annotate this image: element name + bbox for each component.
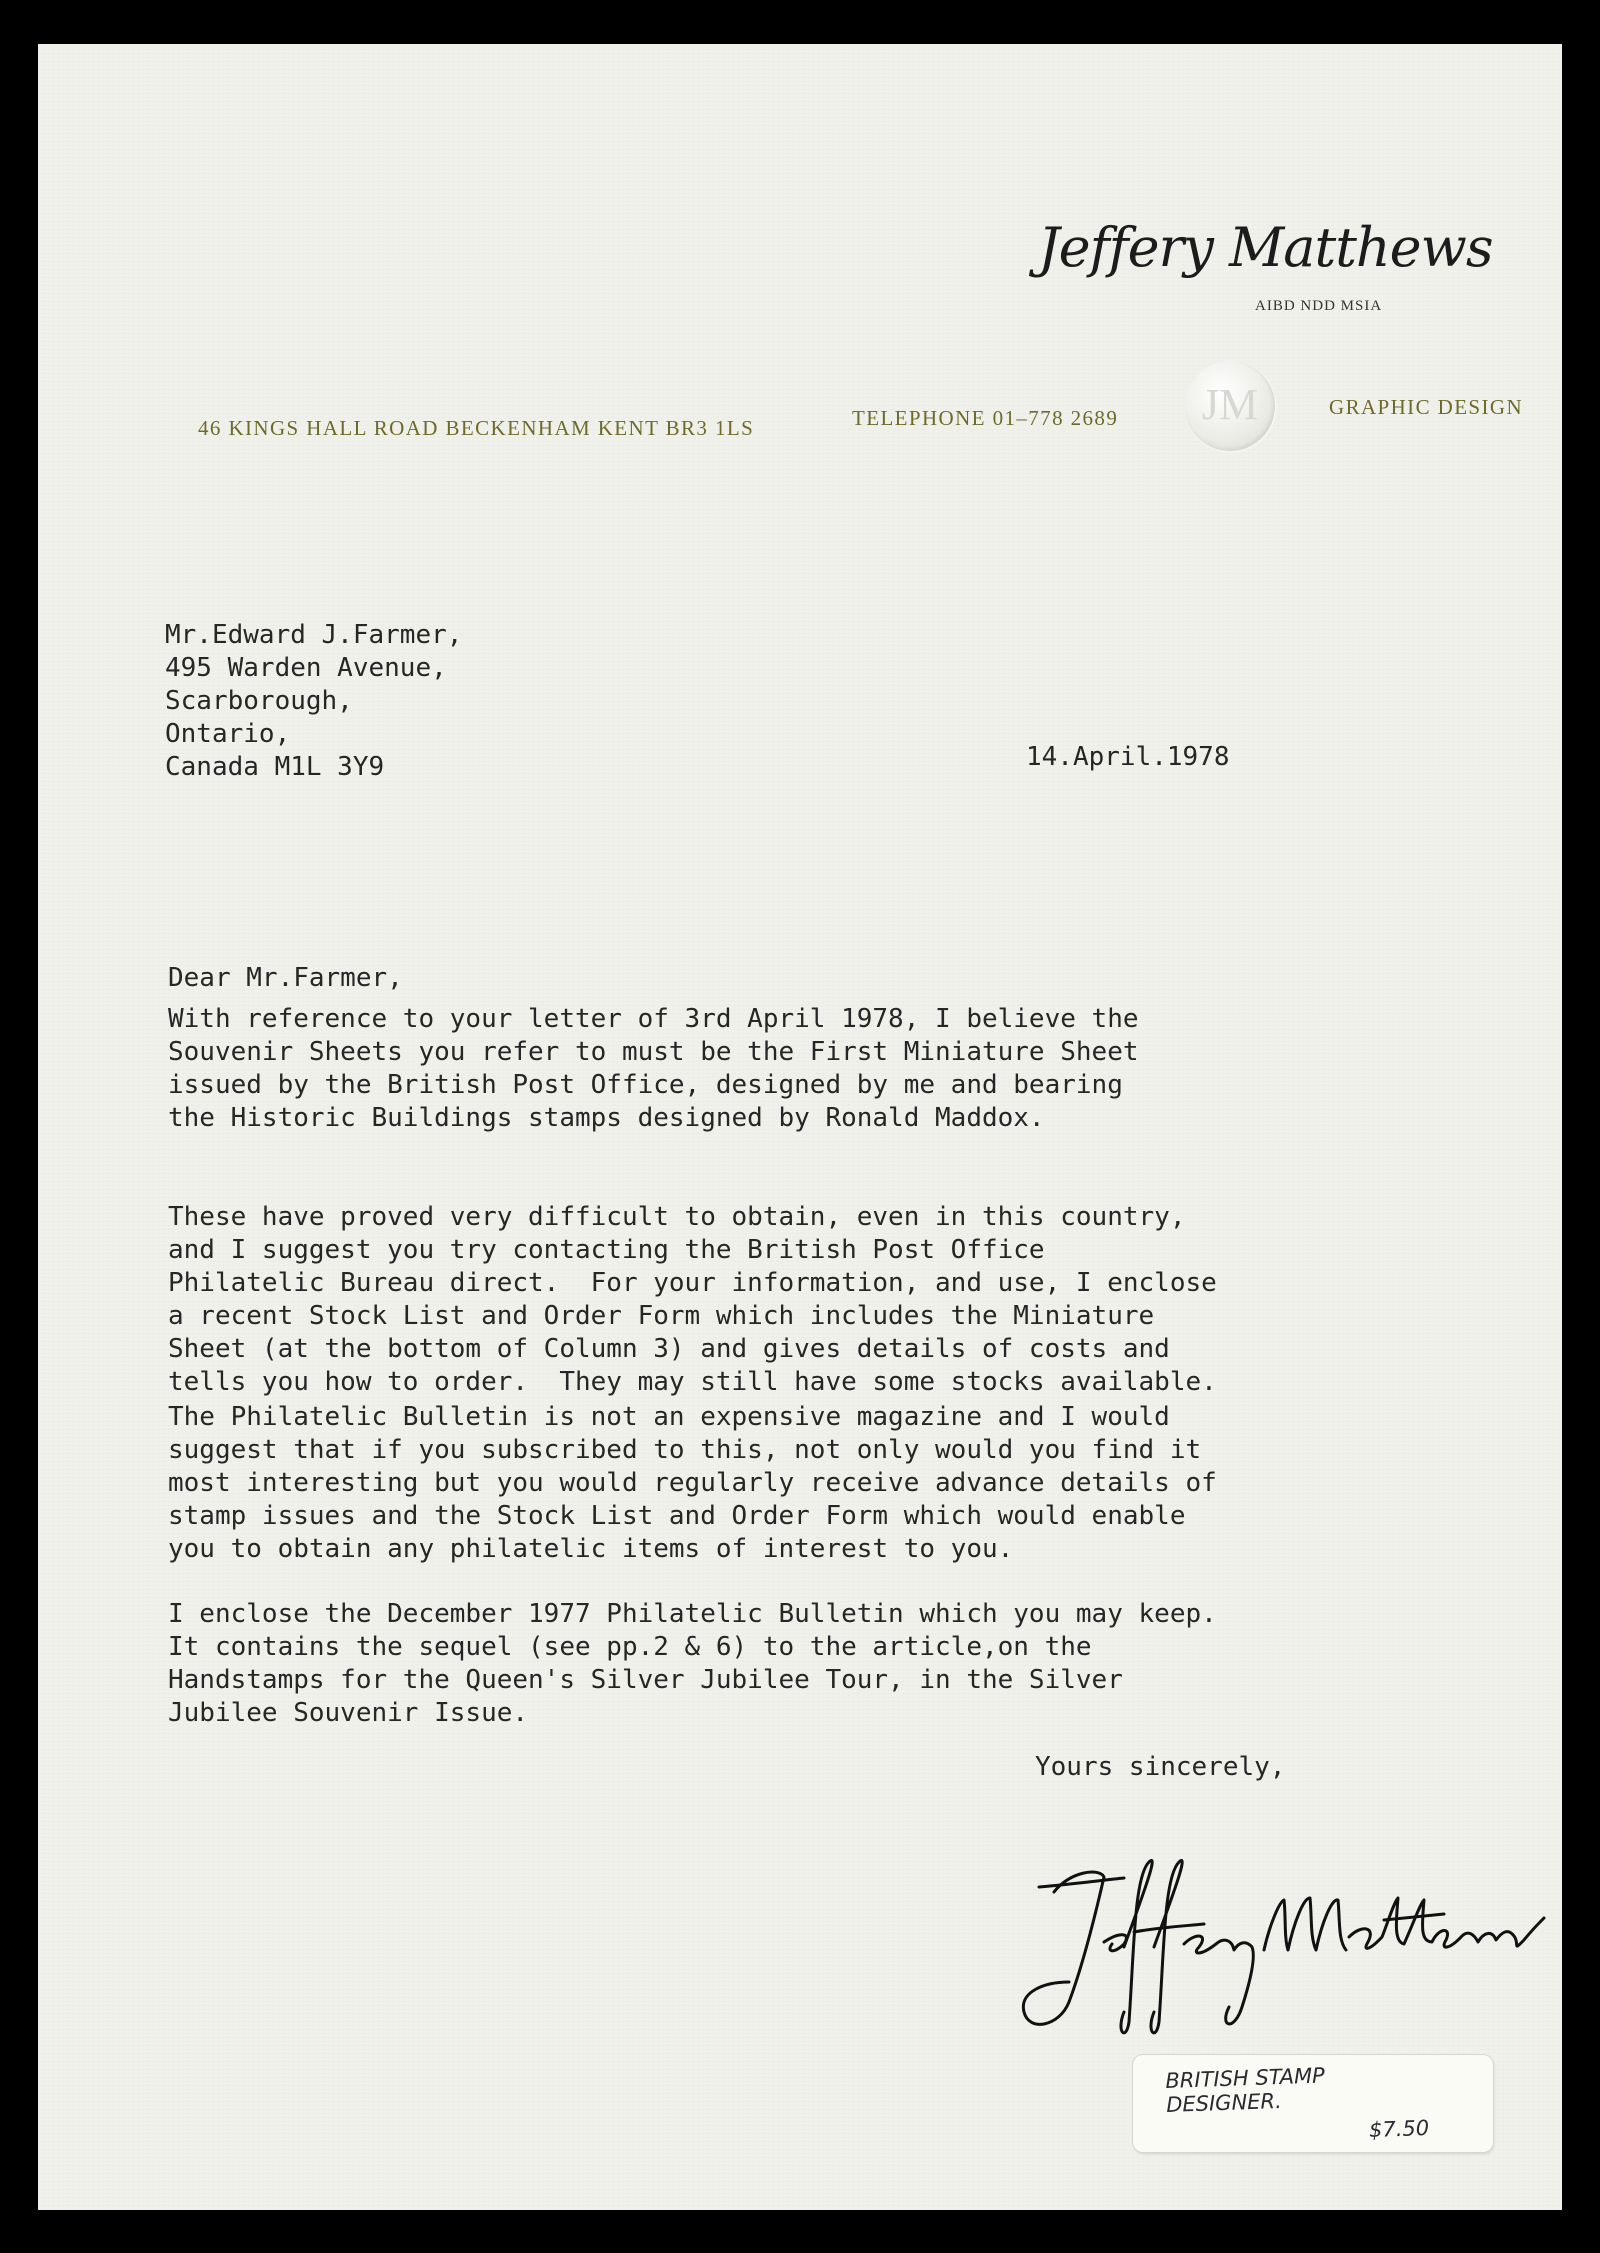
handwritten-signature [984,1832,1562,2042]
letterhead-telephone: TELEPHONE 01–778 2689 [852,406,1119,430]
letter-date: 14.April.1978 [1026,742,1230,772]
body-paragraph-4: I enclose the December 1977 Philatelic Bulletin which you may keep. It contains the sequel (see pp.2 & 6) to the article,on the Handstamps for the Queen's Silver Jubilee Tour, in the Silver Jubilee Souvenir Issue. [168,1599,1217,1728]
letter-sheet [38,44,1562,2210]
dealer-label-text: BRITISH STAMP DESIGNER. [1165,2063,1326,2117]
body-paragraph-1: With reference to your letter of 3rd April 1978, I believe the Souvenir Sheets you refer to must be the First Miniature Sheet issued by the British Post Office, designed by me and bearing the Historic Buildings stamps designed by Ronald Maddox. [168,1004,1139,1133]
salutation: Dear Mr.Farmer, [168,963,403,993]
letterhead-address: 46 KINGS HALL ROAD BECKENHAM KENT BR3 1LS [198,416,755,440]
recipient-address: Mr.Edward J.Farmer, 495 Warden Avenue, Scarborough, Ontario, Canada M1L 3Y9 [165,620,463,782]
dealer-price-label [1133,2055,1493,2152]
closing: Yours sincerely, [1035,1752,1286,1782]
letterhead-name: Jeffery Matthews [1038,216,1493,279]
letterhead-qualifications: AIBD NDD MSIA [1255,298,1383,314]
body-paragraph-3: The Philatelic Bulletin is not an expensive magazine and I would suggest that if you subscribed to this, not only would you find it most interesting but you would regularly receive advance details of stamp issues and the Stock List and Order Form which would enable you to obtain any philatelic items of interest to you. [168,1402,1217,1564]
body-paragraph-2: These have proved very difficult to obtain, even in this country, and I suggest you try contacting the British Post Office Philatelic Bureau direct. For your information, and use, I enclose a recent Stock List and Order Form which includes the Miniature Sheet (at the bottom of Column 3) and gives details of costs and tells you how to order. They may still have some stocks available. [168,1202,1217,1397]
letterhead-tagline: GRAPHIC DESIGN [1329,395,1524,419]
embossed-monogram-seal [1185,361,1275,451]
seal-monogram: JM [1201,380,1259,429]
dealer-label-price: $7.50 [1368,2115,1430,2143]
